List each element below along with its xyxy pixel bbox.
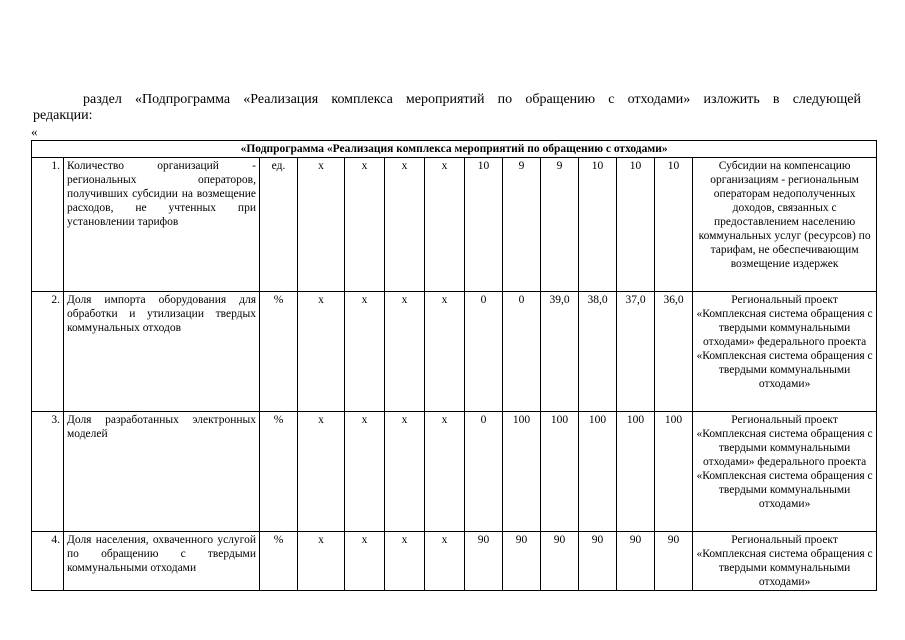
source-note: Региональный проект «Комплексная система обращения с твердыми коммунальными отходами» федерального проекта «Комплексная система обращения с твердыми коммунальными отходами» bbox=[693, 412, 877, 532]
value-cell: x bbox=[425, 158, 465, 292]
value-cell: 0 bbox=[465, 292, 503, 412]
value-cell: 38,0 bbox=[579, 292, 617, 412]
value-cell: x bbox=[385, 412, 425, 532]
table-row bbox=[32, 412, 877, 532]
value-cell: x bbox=[425, 412, 465, 532]
value-cell: 9 bbox=[541, 158, 579, 292]
source-note: Региональный проект «Комплексная система обращения с твердыми коммунальными отходами» федерального проекта «Комплексная система обращения с твердыми коммунальными отходами» bbox=[693, 292, 877, 412]
value-cell: 10 bbox=[465, 158, 503, 292]
intro-line-1: раздел «Подпрограмма «Реализация комплекса мероприятий по обращению с отходами» изложить в следующей bbox=[83, 92, 861, 107]
intro-line-2: редакции: bbox=[33, 108, 93, 123]
value-cell: x bbox=[345, 532, 385, 591]
value-cell: 90 bbox=[617, 532, 655, 591]
intro-paragraph bbox=[33, 92, 861, 124]
value-cell: 100 bbox=[655, 412, 693, 532]
value-cell: 39,0 bbox=[541, 292, 579, 412]
value-cell: x bbox=[385, 532, 425, 591]
value-cell: 100 bbox=[541, 412, 579, 532]
value-cell: x bbox=[385, 158, 425, 292]
unit-cell: % bbox=[260, 412, 298, 532]
value-cell: 10 bbox=[579, 158, 617, 292]
value-cell: x bbox=[298, 158, 345, 292]
indicators-table bbox=[31, 140, 877, 591]
source-note: Субсидии на компенсацию организациям - региональным операторам недополученных доходов, связанных с предоставлением населению коммунальных услуг (ресурсов) по тарифам, не обеспечивающим возмещение издержек bbox=[693, 158, 877, 292]
value-cell: 90 bbox=[503, 532, 541, 591]
indicator-name: Количество организаций - региональных операторов, получивших субсидии на возмещение расходов, не учтенных при установлении тарифов bbox=[64, 158, 260, 292]
value-cell: 0 bbox=[465, 412, 503, 532]
value-cell: x bbox=[345, 292, 385, 412]
table-row bbox=[32, 158, 877, 292]
indicator-name: Доля населения, охваченного услугой по обращению с твердыми коммунальными отходами bbox=[64, 532, 260, 591]
indicator-name: Доля импорта оборудования для обработки и утилизации твердых коммунальных отходов bbox=[64, 292, 260, 412]
table-row bbox=[32, 292, 877, 412]
value-cell: x bbox=[298, 412, 345, 532]
unit-cell: ед. bbox=[260, 158, 298, 292]
value-cell: 37,0 bbox=[617, 292, 655, 412]
unit-cell: % bbox=[260, 532, 298, 591]
source-note: Региональный проект «Комплексная система обращения с твердыми коммунальными отходами» bbox=[693, 532, 877, 591]
value-cell: x bbox=[345, 158, 385, 292]
value-cell: 9 bbox=[503, 158, 541, 292]
value-cell: 90 bbox=[465, 532, 503, 591]
value-cell: 90 bbox=[579, 532, 617, 591]
value-cell: x bbox=[425, 292, 465, 412]
row-number: 2. bbox=[32, 292, 64, 412]
value-cell: x bbox=[425, 532, 465, 591]
row-number: 1. bbox=[32, 158, 64, 292]
value-cell: x bbox=[345, 412, 385, 532]
table-header-row bbox=[32, 141, 877, 158]
indicator-name: Доля разработанных электронных моделей bbox=[64, 412, 260, 532]
opening-quote-mark: « bbox=[31, 124, 38, 139]
row-number: 3. bbox=[32, 412, 64, 532]
value-cell: x bbox=[298, 292, 345, 412]
value-cell: 0 bbox=[503, 292, 541, 412]
value-cell: 90 bbox=[541, 532, 579, 591]
value-cell: x bbox=[385, 292, 425, 412]
table-row bbox=[32, 532, 877, 591]
row-number: 4. bbox=[32, 532, 64, 591]
value-cell: 100 bbox=[617, 412, 655, 532]
value-cell: 100 bbox=[503, 412, 541, 532]
value-cell: x bbox=[298, 532, 345, 591]
value-cell: 10 bbox=[655, 158, 693, 292]
unit-cell: % bbox=[260, 292, 298, 412]
value-cell: 100 bbox=[579, 412, 617, 532]
subprogram-header: «Подпрограмма «Реализация комплекса мероприятий по обращению с отходами» bbox=[32, 141, 877, 158]
value-cell: 90 bbox=[655, 532, 693, 591]
value-cell: 10 bbox=[617, 158, 655, 292]
value-cell: 36,0 bbox=[655, 292, 693, 412]
